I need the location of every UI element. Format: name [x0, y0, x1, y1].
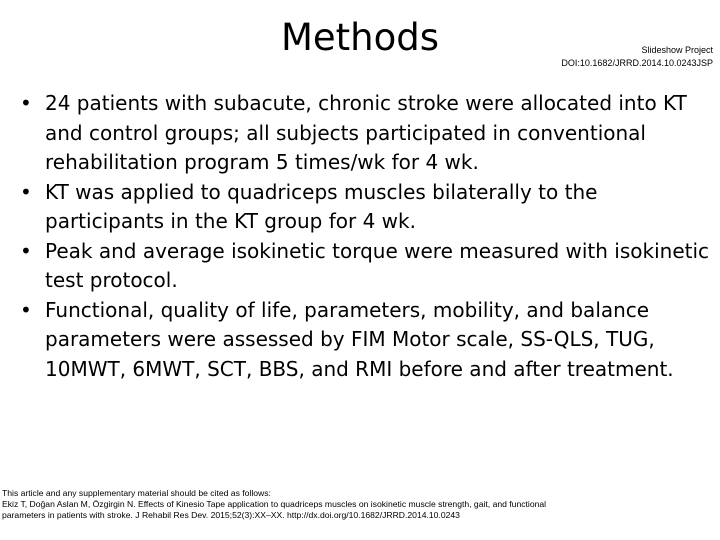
bullet-item: [20, 296, 710, 385]
project-info: [561, 44, 713, 70]
bullet-list: [20, 89, 710, 384]
bullet-icon: •: [20, 91, 32, 115]
bullet-text: Peak and average isokinetic torque were measured with isokinetic test protocol.: [45, 238, 710, 292]
bullet-item: [20, 89, 710, 178]
bullet-text: Functional, quality of life, parameters, mobility, and balance parameters were assessed by FIM Motor scale, SS-QLS, TUG, 10MWT, 6MWT, SCT, BBS, and RMI before and after treatment.: [45, 297, 674, 381]
bullet-text: KT was applied to quadriceps muscles bilaterally to the participants in the KT group for 4 wk.: [45, 179, 598, 233]
doi-label: DOI:10.1682/JRRD.2014.10.0243JSP: [561, 58, 713, 68]
slide-title: Methods: [280, 16, 440, 59]
citation-block: [2, 488, 718, 521]
bullet-icon: •: [20, 179, 32, 204]
citation-line: This article and any supplementary material should be cited as follows:: [2, 488, 271, 498]
bullet-text: 24 patients with subacute, chronic stroke were allocated into KT and control groups; all subjects participated in conventional rehabilitation program 5 times/wk for 4 wk.: [45, 91, 687, 174]
project-label: Slideshow Project: [641, 45, 713, 55]
bullet-icon: •: [20, 238, 32, 263]
bullet-item: [20, 178, 710, 237]
citation-line: Ekiz T, Doğan Aslan M, Özgirgin N. Effects of Kinesio Tape application to quadriceps muscles on isokinetic muscle strength, gait, and functional: [2, 499, 547, 509]
bullet-icon: •: [20, 297, 32, 322]
bullet-item: [20, 237, 710, 296]
citation-line: parameters in patients with stroke. J Rehabil Res Dev. 2015;52(3):XX–XX. http://dx.doi.org/10.1682/JRRD.2014.10.0243: [2, 510, 460, 520]
